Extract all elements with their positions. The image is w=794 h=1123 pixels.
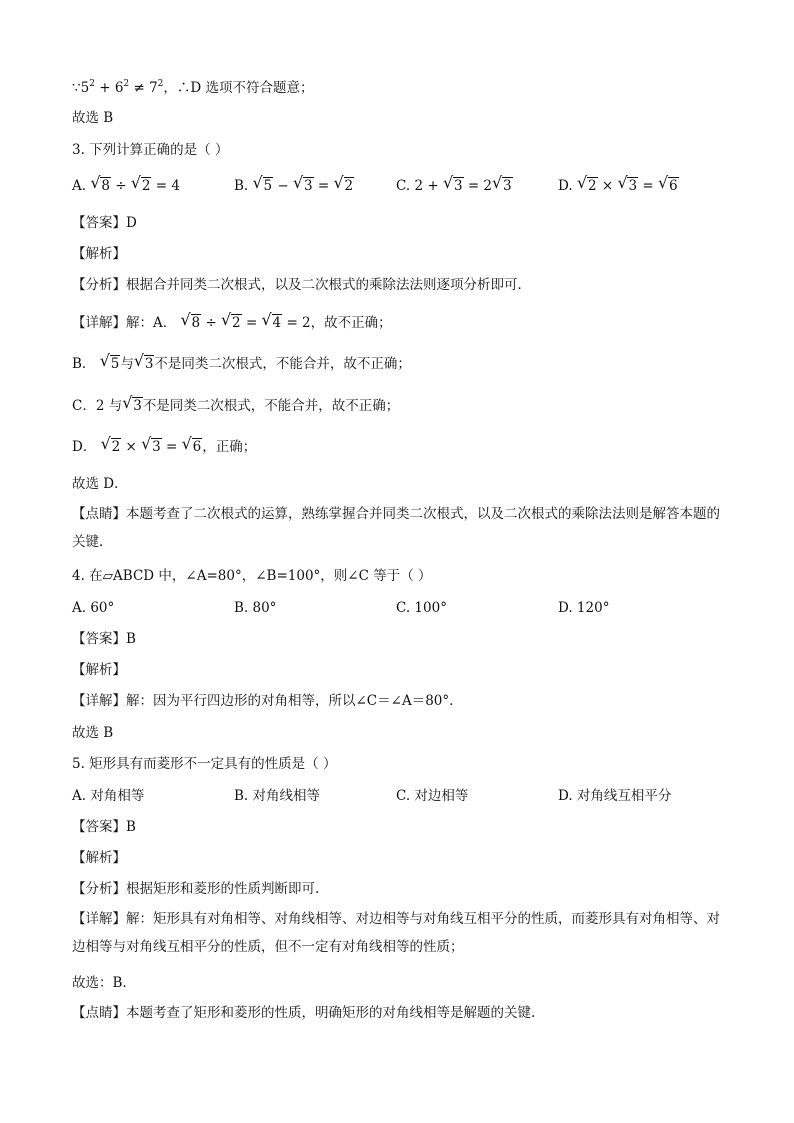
q3-detail-c: C．2 与√ 3不是同类二次根式，不能合并，故不正确； <box>72 396 399 416</box>
q5-option-c: C. 对边相等 <box>396 788 469 804</box>
q3-stem: 3. 下列计算正确的是（ ） <box>72 142 229 158</box>
q5-answer: 【答案】B <box>72 819 136 835</box>
q3-detail-b: B． √ 5与√ 3不是同类二次根式，不能合并，故不正确； <box>72 354 411 374</box>
q3-fenxi: 【分析】根据合并同类二次根式，以及二次根式的乘除法法则逐项分析即可． <box>72 277 531 293</box>
q5-option-d: D. 对角线互相平分 <box>558 788 672 804</box>
q4-option-d: D. 120° <box>558 600 610 616</box>
q3-detail-d: D． √ 2 × √ 3 = √ 6，正确； <box>72 437 256 457</box>
q3-answer: 【答案】D <box>72 215 137 231</box>
q3-option-d: D. √ 2 × √ 3 = √ 6 <box>558 176 679 196</box>
q5-option-b: B. 对角线相等 <box>234 788 321 804</box>
q5-dianjing: 【点睛】本题考查了矩形和菱形的性质，明确矩形的对角线相等是解题的关键. <box>72 1005 536 1021</box>
q4-option-b: B. 80° <box>234 600 277 616</box>
q4-answer: 【答案】B <box>72 631 136 647</box>
q3-option-b: B. √ 5 − √ 3 = √ 2 <box>234 176 354 196</box>
q3-analysis-heading: 【解析】 <box>72 246 126 262</box>
q3-option-c: C. 2 + √ 3 = 2√ 3 <box>396 176 513 196</box>
q4-option-a: A. 60° <box>72 600 115 616</box>
prev-conclusion-line: $\because 5^2 + 6^2 \ne 7^2$，∴D 选项不符合题意； <box>72 79 314 96</box>
q3-option-a: A. √ 8 ÷ √ 2 = 4 <box>72 176 180 196</box>
q3-detail-a: 【详解】解：A． √ 8 ÷ √ 2 = √ 4 = 2，故不正确； <box>72 313 392 333</box>
q4-option-c: C. 100° <box>396 600 447 616</box>
q3-dianjing: 【点睛】本题考查了二次根式的运算，熟练掌握合并同类二次根式，以及二次根式的乘除法法则是解答本题的关键． <box>72 506 720 550</box>
prev-choose: 故选 B <box>72 110 114 126</box>
q3-choose: 故选 D． <box>72 476 128 492</box>
q4-detail: 【详解】解：因为平行四边形的对角相等，所以∠C＝∠A＝80°． <box>72 693 463 709</box>
q5-option-a: A. 对角相等 <box>72 788 145 804</box>
q5-choose: 故选：B. <box>72 975 127 991</box>
q5-stem: 5. 矩形具有而菱形不一定具有的性质是（ ） <box>72 756 337 772</box>
q4-stem: 4. 在▱ABCD 中，∠A=80°，∠B=100°，则∠C 等于（ ） <box>72 568 432 584</box>
q4-analysis-heading: 【解析】 <box>72 662 126 678</box>
q5-analysis-heading: 【解析】 <box>72 850 126 866</box>
q5-detail: 【详解】解：矩形具有对角相等、对角线相等、对边相等与对角线互相平分的性质，而菱形具有对角相等、对边相等与对角线互相平分的性质，但不一定有对角线相等的性质； <box>72 911 720 955</box>
q4-choose: 故选 B <box>72 725 114 741</box>
q5-fenxi: 【分析】根据矩形和菱形的性质判断即可. <box>72 881 320 897</box>
